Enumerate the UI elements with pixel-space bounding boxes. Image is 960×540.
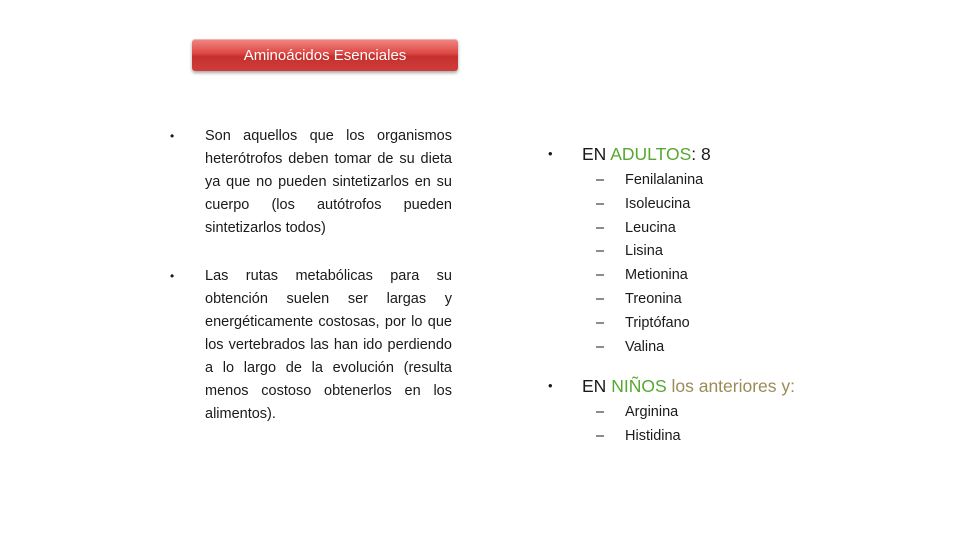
dash-icon: – (596, 219, 605, 236)
list-item (548, 169, 908, 193)
paragraph-1 (170, 125, 452, 240)
bullet-icon: • (548, 378, 553, 394)
list-item (548, 264, 908, 288)
adults-suffix: : 8 (691, 144, 711, 164)
list-item (548, 312, 908, 336)
paragraph-2 (170, 265, 452, 426)
amino-acid-lists (548, 141, 908, 463)
item-label: Leucina (625, 219, 676, 236)
list-item (548, 217, 908, 241)
item-label: Lisina (625, 243, 663, 260)
item-label: Arginina (625, 404, 679, 421)
title-banner (192, 39, 458, 71)
adults-prefix: EN (582, 144, 611, 164)
dash-icon: – (596, 195, 605, 212)
dash-icon: – (596, 404, 605, 421)
list-item (548, 240, 908, 264)
dash-icon: – (596, 428, 605, 445)
bullet-icon: • (170, 269, 175, 283)
title-text: Aminoácidos Esenciales (243, 46, 407, 64)
dash-icon: – (596, 314, 605, 331)
item-label: Triptófano (625, 314, 690, 331)
dash-icon: – (596, 243, 605, 260)
adults-highlight: ADULTOS (610, 144, 692, 164)
bullet-icon: • (548, 146, 553, 161)
item-label: Isoleucina (625, 195, 691, 212)
list-item (548, 288, 908, 312)
description-column (170, 125, 452, 451)
list-item (548, 336, 908, 360)
dash-icon: – (596, 290, 605, 307)
dash-icon: – (596, 172, 605, 188)
list-item (548, 401, 908, 425)
paragraph-text: Las rutas metabólicas para su obtención suelen ser largas y energéticamente costosas, por lo que los vertebrados las han ido perdiendo a lo largo de la evolución (resulta menos costoso obtenerlos en los alimentos). (205, 268, 452, 422)
dash-icon: – (596, 338, 605, 355)
bullet-icon: • (170, 129, 175, 143)
paragraph-text: Son aquellos que los organismos heterótrofos deben tomar de su dieta ya que no pueden sintetizarlos en su cuerpo (los autótrofos pueden sintetizarlos todos) (205, 128, 452, 236)
children-list (548, 401, 908, 449)
item-label: Valina (625, 338, 665, 355)
adults-heading (548, 141, 908, 167)
list-item (548, 425, 908, 449)
list-item (548, 193, 908, 217)
item-label: Histidina (625, 428, 681, 445)
item-label: Metionina (625, 267, 688, 284)
children-highlight: NIÑOS (611, 376, 667, 397)
children-prefix: EN (582, 376, 612, 397)
children-suffix: los anteriores y: (666, 376, 796, 397)
adults-list (548, 169, 908, 359)
item-label: Fenilalanina (625, 172, 704, 188)
children-heading (548, 373, 908, 399)
dash-icon: – (596, 267, 605, 284)
item-label: Treonina (625, 290, 682, 307)
